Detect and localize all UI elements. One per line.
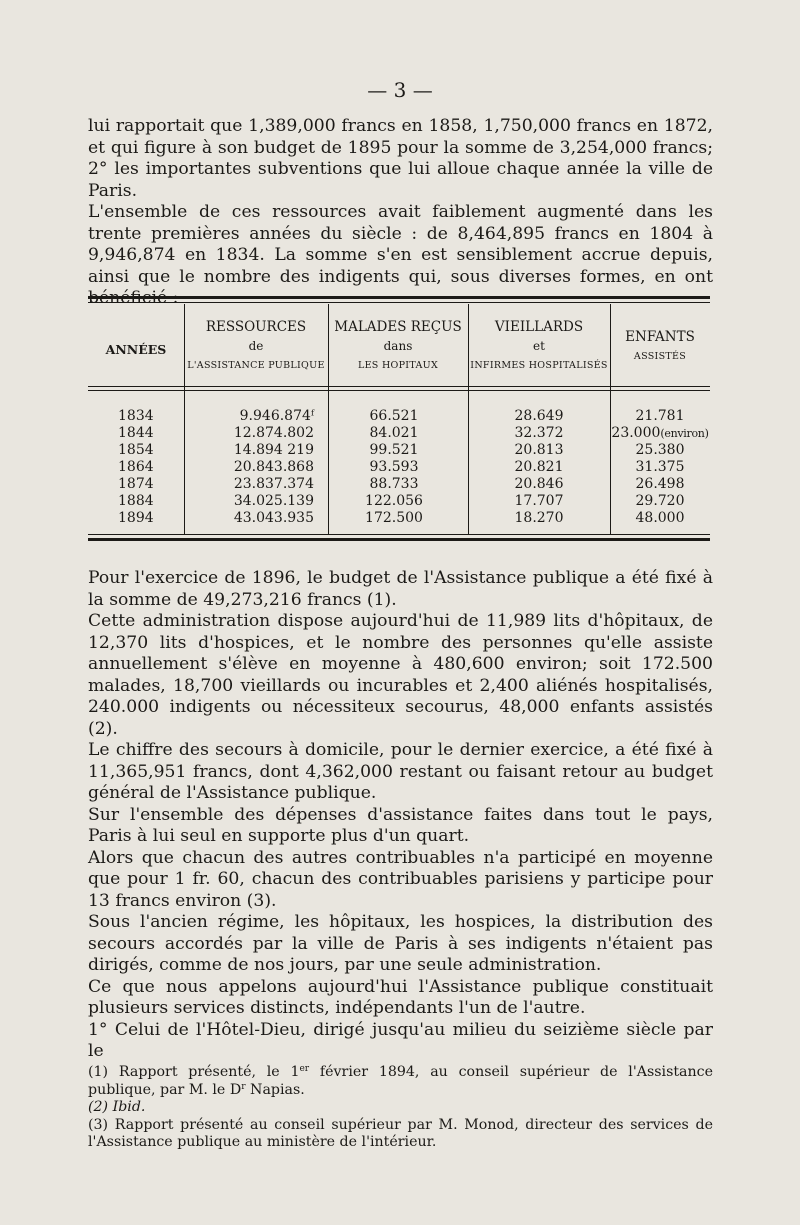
paragraph: Le chiffre des secours à domicile, pour le dernier exercice, a été fixé à 11,365,951 francs, dont 4,362,000 restant ou faisant retour au budget général de l'Assistance publique. (88, 740, 713, 803)
table-cell: 43.043.935 (233, 510, 314, 526)
header-line: LES HOPITAUX (357, 360, 439, 371)
table-rule (88, 386, 710, 387)
paragraph: Sur l'ensemble des dépenses d'assistance faites dans tout le pays, Paris à lui seul en supporte plus d'un quart. (88, 804, 713, 846)
column-enfants (610, 408, 710, 527)
paragraph: Sous l'ancien régime, les hôpitaux, les hospices, la distribution des secours accordés par la ville de Paris à ses indigents n'étaient pas dirigés, comme de nos jours, par une seule administration. (88, 912, 713, 975)
table-cell: 18.270 (514, 510, 564, 526)
footnote-sup: er (299, 1064, 310, 1074)
column-ressources (200, 408, 314, 527)
header-malades (328, 318, 468, 375)
header-line: de (248, 339, 264, 353)
table-cell: 1864 (118, 459, 154, 475)
header-vieillards (468, 318, 610, 375)
table-cell: 31.375 (635, 459, 685, 475)
column-annees (118, 408, 168, 527)
cell-value: 23.000 (611, 425, 661, 441)
header-enfants (610, 328, 710, 366)
table-cell: 34.025.139 (233, 493, 314, 509)
table-cell: 20.821 (514, 459, 564, 475)
statistics-table (88, 296, 710, 546)
top-text-block (88, 116, 713, 310)
table-cell: 17.707 (514, 493, 564, 509)
table-cell: 26.498 (635, 476, 685, 492)
column-malades (344, 408, 444, 527)
paragraph: L'ensemble de ces ressources avait faiblement augmenté dans les trente premières années du siècle : de 8,464,895 francs en 1804 à 9,946,874 en 1834. La somme s'en est sensiblement accrue depuis, ainsi que le nombre des indigents qui, sous diverses formes, en ont (88, 202, 713, 287)
table-cell: 1874 (118, 476, 154, 492)
column-vieillards (484, 408, 594, 527)
footnote-text: (1) Rapport présenté, le 1 (88, 1064, 300, 1080)
table-cell: 20.843.868 (233, 459, 314, 475)
table-cell: 32.372 (514, 425, 564, 441)
table-cell: 1854 (118, 442, 154, 458)
table-cell: 12.874.802 (233, 425, 314, 441)
header-line: INFIRMES HOSPITALISÉS (470, 360, 608, 371)
table-rule (88, 296, 710, 299)
table-cell: 25.380 (635, 442, 685, 458)
header-ressources (184, 318, 328, 375)
table-cell: 28.649 (514, 408, 564, 424)
header-line: VIEILLARDS (494, 319, 584, 335)
table-cell: 9.946.874ᶠ (239, 408, 314, 424)
header-annees: ANNÉES (105, 342, 167, 357)
table-cell (610, 425, 710, 442)
table-rule (88, 302, 710, 303)
table-cell: 66.521 (369, 408, 419, 424)
header-line: RESSOURCES (205, 319, 307, 335)
cell-note: (environ) (660, 427, 709, 440)
table-rule (88, 534, 710, 535)
header-line: dans (383, 339, 413, 353)
table-cell: 29.720 (635, 493, 685, 509)
paragraph: Alors que chacun des autres contribuables n'a participé en moyenne que pour 1 fr. 60, chacun des contribuables parisiens y participe pour 13 francs environ (3). (88, 847, 713, 911)
table-cell: 172.500 (365, 510, 423, 526)
header-line: ENFANTS (625, 329, 695, 345)
table-cell: 48.000 (635, 510, 685, 526)
footnotes (88, 1064, 713, 1152)
paragraph: 1° Celui de l'Hôtel-Dieu, dirigé jusqu'au milieu du seizième siècle par le (88, 1019, 713, 1061)
table-cell: 84.021 (369, 425, 419, 441)
table-cell: 1844 (118, 425, 154, 441)
header-line: L'ASSISTANCE PUBLIQUE (187, 360, 325, 371)
table-cell: 93.593 (369, 459, 419, 475)
table-rule (88, 538, 710, 541)
table-cell: 14.894 219 (233, 442, 314, 458)
table-cell: 21.781 (635, 408, 685, 424)
paragraph: lui rapportait que 1,389,000 francs en 1858, 1,750,000 francs en 1872, et qui figure à son budget de 1895 pour la somme de 3,254,000 francs; 2° les importantes subventions que lui alloue chaque année la ville de Paris. (88, 116, 713, 201)
table-cell: 1884 (118, 493, 154, 509)
table-cell: 20.846 (514, 476, 564, 492)
footnote-text: février 1894, au conseil supérieur de l'Assistance publique, par M. le D (88, 1064, 713, 1098)
table-cell: 122.056 (365, 493, 423, 509)
footnote-3: (3) Rapport présenté au conseil supérieur par M. Monod, directeur des services de l'Assistance publique au ministère de l'intérieur. (88, 1116, 713, 1150)
table-rule (88, 390, 710, 391)
table-cell: 23.837.374 (233, 476, 314, 492)
header-line: ASSISTÉS (633, 351, 687, 362)
table-cell: 99.521 (369, 442, 419, 458)
paragraph: Cette administration dispose aujourd'hui de 11,989 lits d'hôpitaux, de 12,370 lits d'hospices, et le nombre des personnes qu'elle assiste annuellement s'élève en moyenne à 480,600 environ; soit 172.500 malades, 18,700 vieillards ou incurables et 2,400 aliénés hospitalisés, 240.000 indigents ou nécessiteux secourus, 48,000 enfants assistés (2). (88, 611, 713, 739)
paragraph: Pour l'exercice de 1896, le budget de l'Assistance publique a été fixé à la somme de 49,273,216 francs (1). (88, 568, 713, 610)
page-number: — 3 — (367, 78, 433, 102)
table-cell: 1834 (118, 408, 154, 424)
bottom-text-block (88, 568, 713, 1063)
header-line: MALADES REÇUS (334, 319, 462, 335)
footnote-1 (88, 1064, 713, 1099)
footnote-text: Napias. (245, 1081, 305, 1098)
table-cell: 20.813 (514, 442, 564, 458)
paragraph: Ce que nous appelons aujourd'hui l'Assistance publique constituait plusieurs services distincts, indépendants l'un de l'autre. (88, 976, 713, 1018)
table-cell: 88.733 (369, 476, 419, 492)
footnote-2: (2) Ibid. (88, 1099, 146, 1115)
header-line: et (533, 339, 545, 353)
footnote-sup: r (241, 1081, 246, 1092)
table-cell: 1894 (118, 510, 154, 526)
